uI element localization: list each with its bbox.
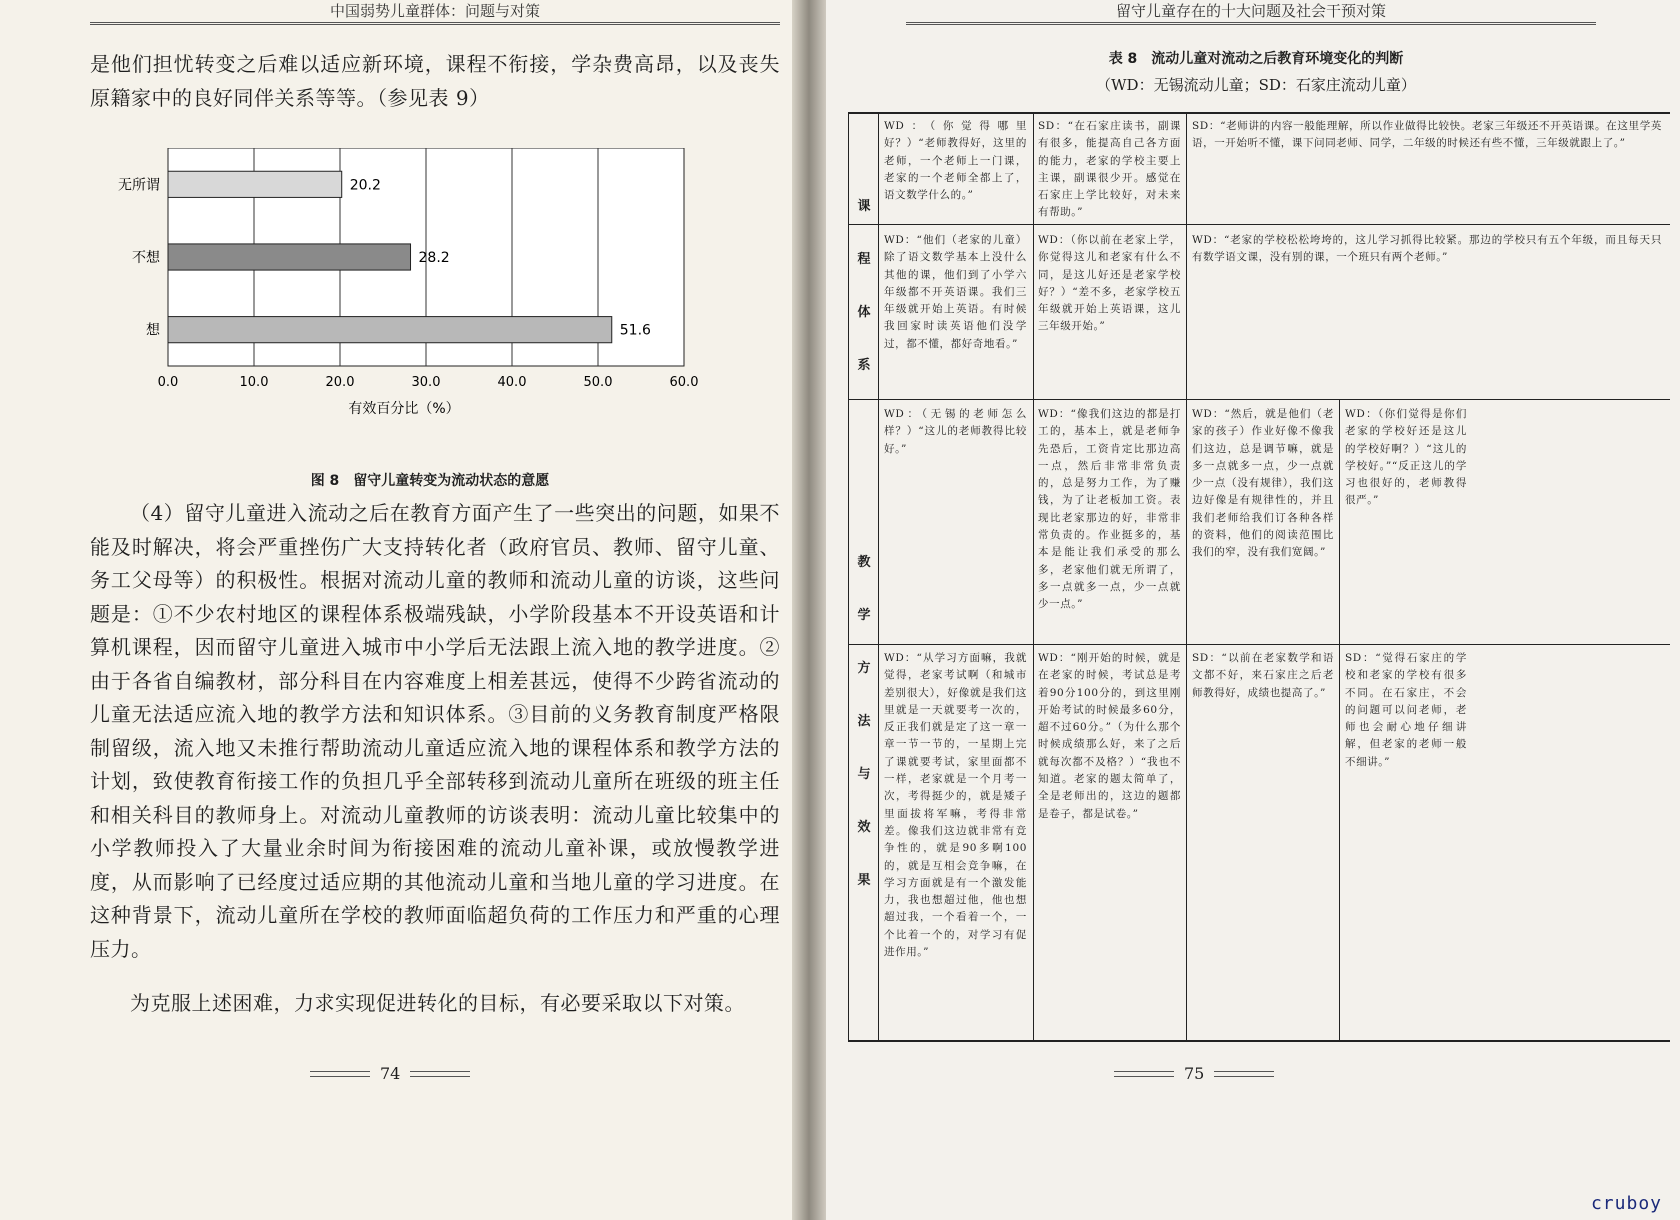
table-rule-top [848, 112, 1670, 114]
category-label: 想 [146, 322, 160, 339]
book-gutter [792, 0, 826, 1220]
table-cell: WD：（你们觉得是你们老家的学校好还是这儿的学校好啊？）“这儿的学校好。”“反正这儿的学习也很好的，老师教得很严。” [1345, 408, 1467, 507]
chart-x-ticks [158, 375, 699, 390]
table-rule-col4 [1339, 400, 1340, 1042]
x-tick-label: 40.0 [497, 375, 527, 390]
category-label: 不想 [132, 250, 160, 266]
bar [168, 317, 612, 343]
table-title: 表 8 流动儿童对流动之后教育环境变化的判断 [1108, 51, 1404, 67]
table-cell: SD：“老师讲的内容一般能理解，所以作业做得比较快。老家三年级还不开英语课。在这里学英语，一开始听不懂，课下问同老师、同学，二年级的时候还有些不懂，三年级就跟上了。” [1192, 120, 1662, 150]
paragraph-end: 为克服上述困难，力求实现促进转化的目标，有必要采取以下对策。 [130, 991, 745, 1015]
table-rule-r1 [848, 224, 1670, 225]
table-rule-left [848, 112, 849, 1042]
page-number-right: 75 [1114, 1064, 1274, 1083]
group-label-curriculum: 课 程 体 系 [857, 199, 871, 373]
table-cell: WD：（无锡的老师怎么样？）“这儿的老师教得比较好。” [884, 408, 1027, 455]
running-head-right: 留守儿童存在的十大问题及社会干预对策 [906, 0, 1596, 25]
table-cell: WD：“像我们这边的都是打工的，基本上，就是老师争先恐后，工资肯定比那边高一点，然后非常非常负责的，总是努力工作，为了赚钱，为了让老板加工资。表现比老家那边的好，非常非常负责的。作业挺多的，基本是能让我们承受的那么多，老家他们就无所谓了，多一点就多一点，少一点就少一点。” [1038, 408, 1181, 611]
group-label-teaching: 教 学 方 法 与 效 果 [857, 555, 871, 888]
x-tick-label: 20.0 [325, 375, 355, 390]
left-page [0, 0, 792, 1220]
x-axis-label: 有效百分比（%） [348, 401, 460, 417]
x-tick-label: 10.0 [239, 375, 269, 390]
chart-category-labels [118, 177, 161, 338]
x-tick-label: 30.0 [411, 375, 441, 390]
table-rule-col3 [1186, 112, 1187, 1042]
watermark: cruboy [1590, 1193, 1662, 1214]
table-cell: SD：“在石家庄读书，副课有很多，能提高自己各方面的能力，老家的学校主要上主课，副课很少开。感觉在石家庄上学比较好，对未来有帮助。” [1038, 120, 1181, 219]
table-rule-r3 [848, 644, 1670, 645]
bar [168, 244, 411, 270]
table-rule-bottom [848, 1040, 1670, 1042]
running-head-left: 中国弱势儿童群体：问题与对策 [90, 0, 780, 25]
table-cell: WD：（你觉得哪里好？）“老师教得好，这里的老师，一个老师上一门课，老家的一个老师全都上了，语文数学什么的。” [884, 120, 1027, 202]
x-tick-label: 50.0 [583, 375, 613, 390]
table-rule-col2 [1033, 112, 1034, 1042]
x-tick-label: 60.0 [669, 375, 699, 390]
right-page [826, 0, 1680, 1220]
x-tick-label: 0.0 [157, 375, 179, 390]
table-cell: WD：“老家的学校松松垮垮的，这儿学习抓得比较紧。那边的学校只有五个年级，而且每天只有数学语文课，没有别的课，一个班只有两个老师。” [1192, 234, 1662, 264]
bar [168, 171, 342, 197]
table-cell: WD：“他们（老家的儿童）除了语文数学基本上没什么其他的课，他们到了小学六年级都不开英语课。我们三年级就开始上英语。有时候我回家时读英语他们没学过，都不懂，都好奇地看。” [884, 234, 1027, 350]
category-label: 无所谓 [118, 177, 160, 194]
table-cell: SD：“以前在老家数学和语文都不好，来石家庄之后老师教得好，成绩也提高了。” [1192, 652, 1334, 699]
table-rule-group [848, 399, 1670, 400]
figure-caption: 图 8 留守儿童转变为流动状态的意愿 [310, 473, 550, 489]
table-cell: SD：“觉得石家庄的学校和老家的学校有很多不同。在石家庄，不会的问题可以问老师，老师也会耐心地仔细讲解，但老家的老师一般不细讲。” [1345, 652, 1467, 768]
table-subtitle: （WD：无锡流动儿童；SD：石家庄流动儿童） [1096, 76, 1416, 94]
paragraph-intro: 是他们担忧转变之后难以适应新环境，课程不衔接，学杂费高昂，以及丧失原籍家中的良好同伴关系等等。（参见表 9） [90, 52, 780, 110]
data-label: 20.2 [349, 177, 381, 194]
table-rule-label-col [878, 112, 879, 1042]
data-label: 28.2 [418, 250, 450, 266]
page-number-left: 74 [310, 1064, 470, 1083]
paragraph-main: （4）留守儿童进入流动之后在教育方面产生了一些突出的问题，如果不能及时解决，将会严重挫伤广大支持转化者（政府官员、教师、留守儿童、务工父母等）的积极性。根据对流动儿童的教师和流动儿童的访谈，这些问题是：①不少农村地区的课程体系极端残缺，小学阶段基本不开设英语和计算机课程，因而留守儿童进入城市中小学后无法跟上流入地的教学进度。②由于各省自编教材，部分科目在内容难度上相差甚远，使得不少跨省流动的儿童无法适应流入地的教学方法和知识体系。③目前的义务教育制度严格限制留级，流入地又未推行帮助流动儿童适应流入地的课程体系和教学方法的计划，致使教育衔接工作的负担几乎全部转移到流动儿童所在班级的班主任和相关科目的教师身上。对流动儿童教师的访谈表明：流动儿童比较集中的小学教师投入了大量业余时间为衔接困难的流动儿童补课，或放慢教学进度，从而影响了已经度过适应期的其他流动儿童和当地儿童的学习进度。在这种背景下，流动儿童所在学校的教师面临超负荷的工作压力和严重的心理压力。 [90, 501, 780, 961]
table-cell: WD：“刚开始的时候，就是在老家的时候，考试总是考着90分100分的，到这里刚开始考试的时候最多60分，超不过60分。”（为什么那个时候成绩那么好，来了之后就每次都不及格？）“我也不知道。老家的题太简单了，全是老师出的，这边的题都是卷子，都是试卷。” [1038, 652, 1181, 820]
data-label: 51.6 [619, 322, 651, 339]
table-cell: WD：“从学习方面嘛，我就觉得，老家考试啊（和城市差别很大），好像就是我们这里就是一天就要考一次的，反正我们就是定了这一章一章一节一节的，一星期上完了课就要考试，家里面都不一样，老家就是一个月考一次，考得挺少的，就是矮子里面拔将军嘛，考得非常差。像我们这边就非常有竞争性的，就是90多啊100的，就是互相会竞争嘛，在学习方面就是有一个激发能力，我也想超过他，他也想超过我，一个看着一个，一个比着一个的，对学习有促进作用。” [884, 652, 1027, 959]
table-cell: WD：“然后，就是他们（老家的孩子）作业好像不像我们这边，总是调节嘛，就是多一点就多一点，少一点就少一点（没有规律），我们这边好像是有规律性的，并且我们老师给我们订各种各样的资料，他们的阅读范围比我们的窄，没有我们宽阔。” [1192, 408, 1334, 559]
table-cell: WD：（你以前在老家上学，你觉得这儿和老家有什么不同，是这儿好还是老家学校好？）“差不多，老家学校五年级就开始上英语课，这儿三年级开始。” [1038, 234, 1181, 333]
figure-8-chart [104, 148, 724, 460]
